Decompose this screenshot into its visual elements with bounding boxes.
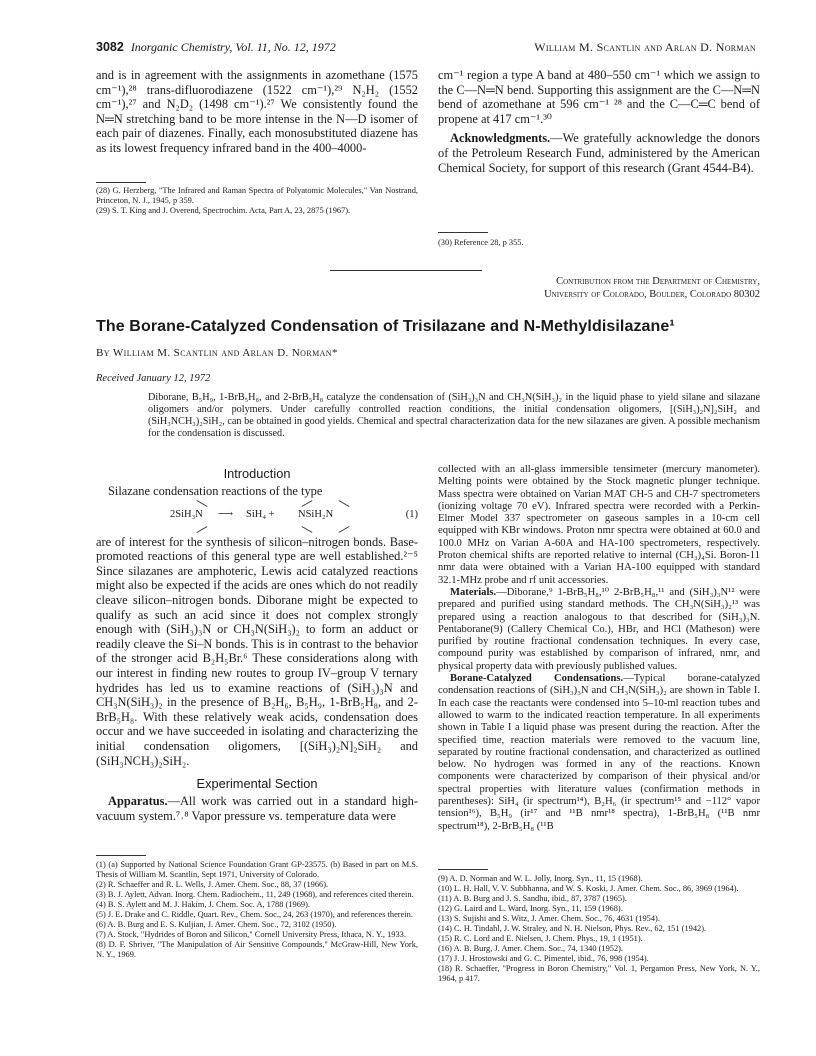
introduction-lead: Silazane condensation reactions of the type — [108, 484, 323, 498]
page-number: 3082 — [96, 40, 124, 54]
footnotes-left — [96, 860, 418, 960]
footnote-divider-left — [96, 855, 146, 856]
article-title: The Borane-Catalyzed Condensation of Trisilazane and N-Methyldisilazane¹ — [96, 318, 675, 335]
contribution-line-1: Contribution from the Department of Chemistry, — [556, 276, 760, 287]
borane-condensations-text: —Typical borane-catalyzed condensation reactions of (SiH₃)₃N and CH₃N(SiH₃)₂ are shown in Table I. In each case the reactants were condensed into 5–10-ml reaction tubes and allowed to warm to the indicated reaction temperature. In all experiments shown in Table I a liquid phase was present during the reaction. After the specified time, reaction materials were removed to the vacuum line, separated by routine fractional condensation, and characterized as outlined below. No hydrogen was formed in any of the reactions. Known components were characterized by comparison of their physical and/or spectral properties with literature values (confirmation methods in parentheses): SiH₄ (ir spectrum¹⁴), B₂H₆ (ir spectrum¹⁵ and −112° vapor tension¹⁶), B₅H₉ (ir¹⁷ and ¹¹B nmr¹⁸ spectra), 1-BrB₅H₈ (¹¹B nmr spectrum¹⁸), 2-BrB₅H₈ (¹¹B — [438, 673, 760, 832]
footnote-15: (15) R. C. Lord and E. Nielsen, J. Chem. Phys., 19, 1 (1951). — [438, 934, 643, 943]
bond-line — [302, 526, 313, 533]
journal-citation: Inorganic Chemistry, Vol. 11, No. 12, 1972 — [130, 40, 336, 54]
equation-label: (1) — [405, 508, 418, 520]
equation-1 — [96, 499, 418, 533]
footnote-1: (1) (a) Supported by National Science Foundation Grant GP-23575. (b) Based in part on M.S. Thesis of William M. Scantlin, Sept 1971, University of Colorado. — [96, 860, 418, 879]
acknowledgments — [438, 131, 760, 175]
equation-product-silazane: NSiH₂N — [298, 508, 334, 520]
article-separator — [330, 270, 482, 271]
footnotes-right — [438, 874, 760, 984]
prev-article-paragraph: and is in agreement with the assignments in azomethane (1575 cm⁻¹),²⁸ trans-difluorodiazene (1522 cm⁻¹),²⁹ N₂H₂ (1552 cm⁻¹),²⁷ and N₂D₂ (1498 cm⁻¹).²⁷ We consistently found the N═N stretching band to be more intense in the N—D isomer of each pair of diazenes. Finally, each monosubstituted diazene has as its lowest frequency infrared band in the 400–4000- — [96, 68, 418, 155]
footnote-8: (8) D. F. Shriver, "The Manipulation of Air Sensitive Compounds," McGraw-Hill, New York, N. Y., 1969. — [96, 940, 418, 959]
borane-condensations-paragraph — [438, 673, 760, 833]
bond-line — [197, 500, 208, 507]
equation-reactant: 2SiH₃N — [170, 508, 203, 520]
left-column-body — [96, 466, 418, 823]
footnote-divider-right-2 — [438, 869, 488, 870]
footnote-14: (14) C. H. Tindahl, J. W. Straley, and N. H. Nielson, Phys. Rev., 62, 151 (1942). — [438, 924, 707, 933]
borane-condensations-label: Borane-Catalyzed Condensations. — [450, 673, 624, 685]
materials-text: —Diborane,⁹ 1-BrB₅H₈,¹⁰ 2-BrB₅H₈,¹¹ and (SiH₃)₃N¹² were prepared and purified using standard methods. The CH₃N(SiH₃)₂¹³ was prepared using a reaction analogous to that described for (SiH₃)₃N. Pentaborane(9) (Callery Chemical Co.), HBr, and HCl (Matheson) were purified by routine fractional condensation techniques. In every case, compound purity was established by comparison of infrared, nmr, and physical property data with previously published values. — [438, 586, 760, 672]
prev-article-paragraph-continued: cm⁻¹ region a type A band at 480–550 cm⁻¹ which we assign to the C—N═N bend. Supporting this assignment are the C—N═N bend of azomethane at 596 cm⁻¹ ²⁸ and the C—C═C bend of propene at 417 cm⁻¹.³⁰ — [438, 68, 760, 126]
footnote-16: (16) A. B. Burg, J. Amer. Chem. Soc., 74, 1340 (1952). — [438, 944, 624, 953]
bond-line — [339, 500, 350, 507]
right-column-body — [438, 464, 760, 833]
equation-product-silane: SiH₄ + — [246, 508, 275, 520]
running-header — [96, 40, 756, 56]
footnote-28: (28) G. Herzberg, "The Infrared and Raman Spectra of Polyatomic Molecules," Van Nostrand, Princeton, N. J., 1945, p 359. — [96, 186, 418, 205]
prev-article-left-footnotes — [96, 186, 418, 216]
introduction-heading: Introduction — [223, 466, 291, 481]
footnote-9: (9) A. D. Norman and W. L. Jolly, Inorg. Syn., 11, 15 (1968). — [438, 874, 643, 883]
bond-line — [197, 526, 208, 533]
acknowledgments-text: —We gratefully acknowledge the donors of the Petroleum Research Fund, administered by the American Chemical Society, for support of this research (Grant 4544-B4). — [438, 131, 760, 175]
footnote-6: (6) A. B. Burg and E. S. Kuljian, J. Amer. Chem. Soc., 72, 3102 (1950). — [96, 920, 337, 929]
acknowledgments-label: Acknowledgments. — [450, 131, 551, 146]
abstract: Diborane, B₅H₉, 1-BrB₅H₈, and 2-BrB₅H₈ catalyze the condensation of (SiH₃)₃N and CH₃N(SiH₃)₂ in the liquid phase to yield silane and silazane oligomers and/or polymers. Under carefully controlled reaction conditions, the initial condensation oligomers, [(SiH₃)₂N]₂SiH₂ and (SiH₃NCH₃)₂SiH₂, can be obtained in good yields. Chemical and spectral characterization data for the new silazanes are given. A possible mechanism for the condensation is discussed. — [148, 392, 760, 440]
materials-paragraph — [438, 587, 760, 673]
footnote-10: (10) L. H. Hall, V. V. Subbhanna, and W. S. Koski, J. Amer. Chem. Soc., 86, 3969 (1964). — [438, 884, 739, 893]
footnote-3: (3) B. J. Aylett, Advan. Inorg. Chem. Radiochem., 11, 249 (1968), and references cited therein. — [96, 890, 414, 899]
footnote-4: (4) B. S. Aylett and M. J. Hakim, J. Chem. Soc. A, 1788 (1969). — [96, 900, 310, 909]
footnote-divider — [96, 182, 146, 183]
prev-article-left-text — [96, 68, 418, 156]
reaction-arrow: ⟶ — [218, 508, 234, 520]
received-date: Received January 12, 1972 — [96, 373, 211, 384]
footnote-5: (5) J. E. Drake and C. Riddle, Quart. Rev., Chem. Soc., 24, 263 (1970), and references therein. — [96, 910, 413, 919]
apparatus-text: —All work was carried out in a standard high-vacuum system.⁷˒⁸ Vapor pressure vs. temperature data were — [96, 794, 418, 823]
experimental-continued: collected with an all-glass immersible tensimeter (mercury manometer). Melting points were obtained by the Stock magnetic plunger technique. Mass spectra were obtained on Varian MAT CH-5 and CH-7 spectrometers (ionizing voltage 70 eV). Infrared spectra were recorded with a Perkin-Elmer Model 337 spectrometer on gaseous samples in a 10-cm cell equipped with KBr windows. Proton nmr spectra were obtained at 60.0 and 100.0 MHz on Varian A-60A and HA-100 spectrometers, respectively. Proton chemical shifts are reported relative to internal (CH₃)₄Si. Boron-11 nmr data were obtained with a Varian HA-100 equipped with standard 32.1-MHz probe and rf unit accessories. — [438, 464, 760, 586]
header-authors: William M. Scantlin and Arlan D. Norman — [534, 40, 756, 54]
footnote-2: (2) R. Schaeffer and R. L. Wells, J. Amer. Chem. Soc., 88, 37 (1966). — [96, 880, 329, 889]
experimental-heading: Experimental Section — [196, 776, 318, 792]
footnote-11: (11) A. B. Burg and J. S. Sandhu, ibid., 87, 3787 (1965). — [438, 894, 627, 903]
footnote-7: (7) A. Stock, "Hydrides of Boron and Silicon," Cornell University Press, Ithaca, N. Y., 1933. — [96, 930, 406, 939]
bond-line — [339, 526, 350, 533]
footnote-13: (13) S. Sujishi and S. Witz, J. Amer. Chem. Soc., 76, 4631 (1954). — [438, 914, 660, 923]
contribution-line-2: University of Colorado, Boulder, Colorado 80302 — [544, 289, 760, 300]
apparatus-label: Apparatus. — [108, 794, 168, 809]
contribution-affiliation — [430, 275, 760, 301]
footnote-30: (30) Reference 28, p 355. — [438, 238, 524, 247]
footnote-17: (17) J. J. Hrostowski and G. C. Pimentel, ibid., 76, 998 (1954). — [438, 954, 649, 963]
footnote-12: (12) G. Laird and L. Ward, Inorg. Syn., 11, 159 (1968). — [438, 904, 623, 913]
materials-label: Materials. — [450, 586, 497, 598]
bond-line — [302, 500, 313, 507]
introduction-body: are of interest for the synthesis of silicon–nitrogen bonds. Base-promoted reactions of this general type are well established.²⁻⁵ Since silazanes are amphoteric, Lewis acid catalyzed reactions might also be expected if the acids are ones which do not readily cleave silicon–nitrogen bonds. Diborane might be expected to qualify as such an acid since it does not complex strongly enough with (SiH₃)₃N or CH₃N(SiH₃)₂ to form an adduct or readily cleave the Si–N bonds. This is in contrast to the behavior of the stronger acid B₂H₅Br.⁶ These considerations along with our interest in finding new routes to group IV–group V ternary hydrides has led us to examine reactions of (SiH₃)₃N and CH₃N(SiH₃)₂ in the presence of B₂H₆, B₅H₉, 1-BrB₅H₈, and 2-BrB₅H₈. With these relatively weak acids, condensation does occur and we have succeeded in isolating and characterizing the initial condensation oligomers, [(SiH₃)₂N]₂SiH₂ and (SiH₃NCH₃)₂SiH₂. — [96, 534, 418, 768]
prev-article-right-footnotes — [438, 238, 760, 248]
prev-article-right-text — [438, 68, 760, 175]
footnote-18: (18) R. Schaeffer, "Progress in Boron Chemistry," Vol. 1, Pergamon Press, New York, N. Y., 1964, p 417. — [438, 964, 760, 983]
footnote-divider-right — [438, 232, 488, 233]
footnote-29: (29) S. T. King and J. Overend, Spectrochim. Acta, Part A, 23, 2875 (1967). — [96, 206, 351, 215]
article-byline: By William M. Scantlin and Arlan D. Norman* — [96, 347, 338, 359]
apparatus-paragraph — [96, 794, 418, 823]
